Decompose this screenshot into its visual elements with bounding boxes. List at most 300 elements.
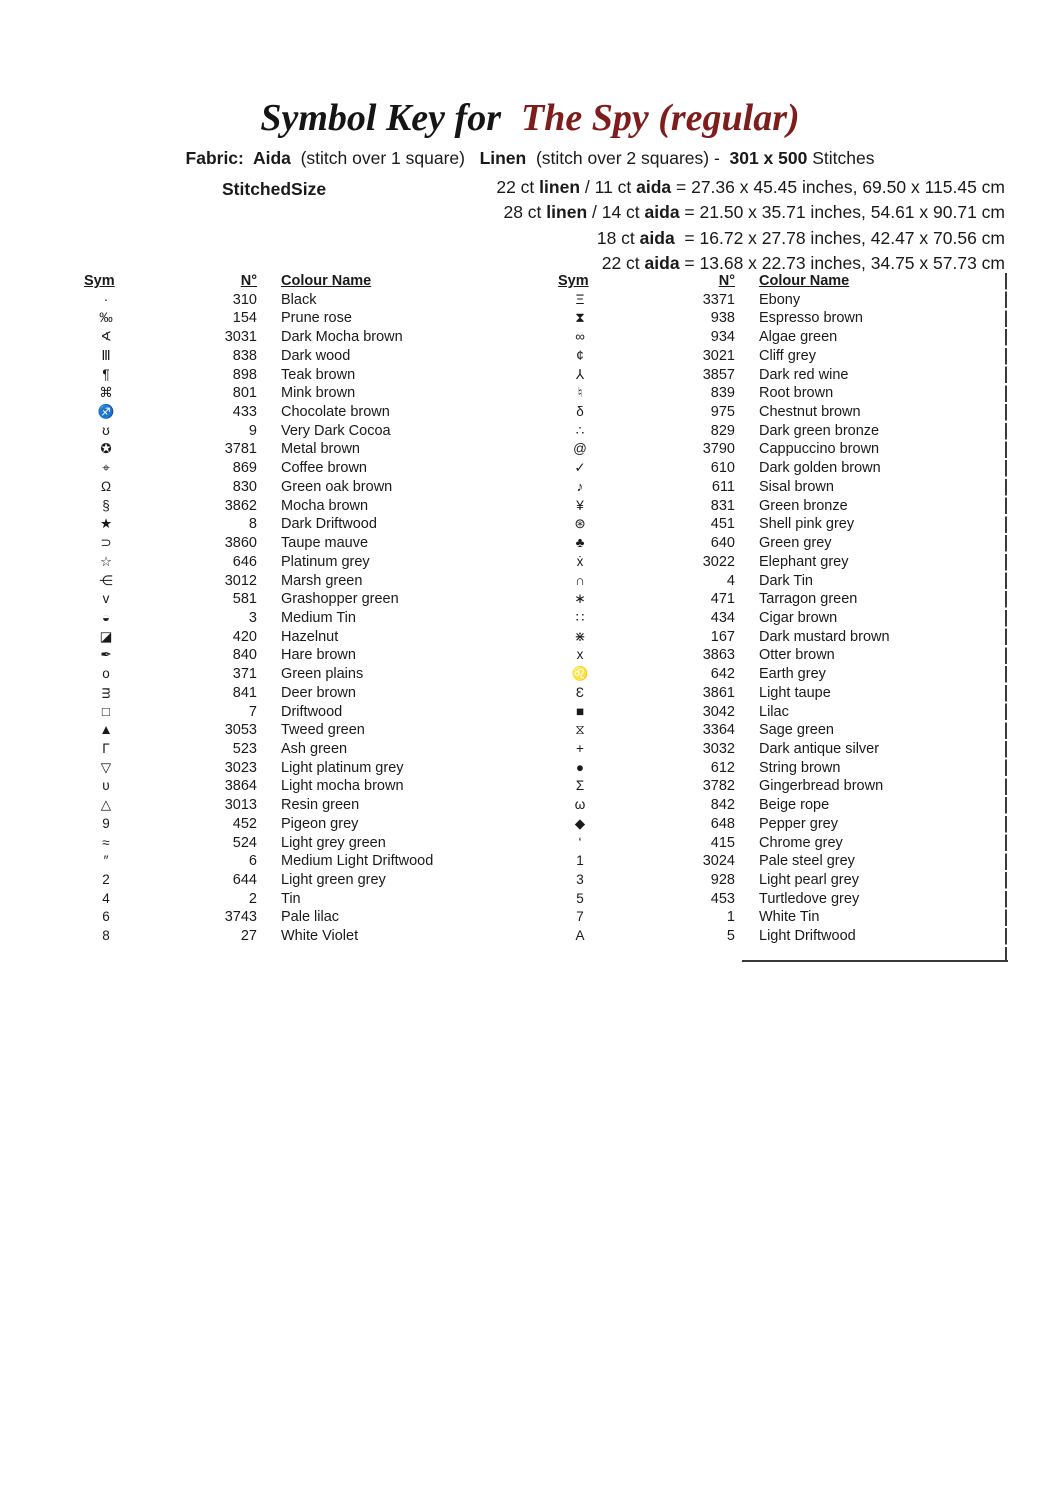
text-segment: (stitch over 1 square) bbox=[290, 148, 480, 168]
number-cell: 3024 bbox=[702, 853, 735, 870]
number-cell: 869 bbox=[232, 460, 257, 477]
symbol-row bbox=[84, 927, 564, 946]
colour-name-cell: Gingerbread brown bbox=[759, 778, 884, 795]
colour-name-cell: Very Dark Cocoa bbox=[281, 422, 391, 439]
symbol-row bbox=[84, 403, 564, 422]
colour-name-cell: White Violet bbox=[281, 928, 359, 945]
symbol-row bbox=[84, 440, 564, 459]
colour-name-cell: Black bbox=[281, 291, 317, 308]
bold-text-segment: 301 x 500 bbox=[729, 148, 808, 168]
stitched-size-line bbox=[496, 175, 1005, 200]
colour-name-cell: Shell pink grey bbox=[759, 516, 855, 533]
colour-name-cell: Dark antique silver bbox=[759, 740, 880, 757]
colour-name-cell: Elephant grey bbox=[759, 553, 849, 570]
symbol-row bbox=[84, 740, 564, 759]
symbol-cell: 6 bbox=[102, 909, 110, 925]
number-cell: 841 bbox=[232, 684, 257, 701]
symbol-row bbox=[558, 590, 1007, 609]
symbol-cell: ᴜ bbox=[102, 778, 110, 794]
number-cell: 3053 bbox=[224, 722, 257, 739]
symbol-cell: ▲ bbox=[99, 722, 113, 738]
symbol-row bbox=[558, 796, 1007, 815]
colour-name-cell: Lilac bbox=[759, 703, 789, 720]
number-cell: 934 bbox=[710, 329, 735, 346]
symbol-row bbox=[558, 478, 1007, 497]
colour-name-cell: Ash green bbox=[281, 740, 348, 757]
number-cell: 3364 bbox=[702, 722, 735, 739]
number-cell: 646 bbox=[232, 553, 257, 570]
colour-name-cell: Coffee brown bbox=[281, 460, 367, 477]
column-header-colour-name: Colour Name bbox=[759, 273, 850, 289]
symbol-cell: ◆ bbox=[574, 815, 586, 831]
symbol-row bbox=[558, 852, 1007, 871]
colour-name-cell: Metal brown bbox=[281, 441, 360, 458]
colour-name-cell: Cigar brown bbox=[759, 609, 838, 626]
symbol-row bbox=[558, 703, 1007, 722]
symbol-row bbox=[84, 609, 564, 628]
symbol-row bbox=[84, 703, 564, 722]
number-cell: 3031 bbox=[224, 329, 257, 346]
symbol-row bbox=[558, 403, 1007, 422]
stitched-size-line bbox=[496, 200, 1005, 225]
symbol-cell: ≈ bbox=[102, 834, 110, 850]
symbol-row bbox=[558, 815, 1007, 834]
symbol-cell: △ bbox=[100, 797, 112, 813]
colour-name-cell: Root brown bbox=[759, 385, 834, 402]
number-cell: 451 bbox=[710, 516, 735, 533]
colour-name-cell: Chocolate brown bbox=[281, 404, 390, 421]
symbol-cell: Γ bbox=[102, 740, 110, 756]
number-cell: 3862 bbox=[224, 497, 257, 514]
number-cell: 839 bbox=[710, 385, 735, 402]
colour-name-cell: Tarragon green bbox=[759, 591, 858, 608]
symbol-cell: ¶ bbox=[102, 366, 110, 382]
symbol-row bbox=[558, 665, 1007, 684]
symbol-row bbox=[558, 515, 1007, 534]
symbol-cell: ◪ bbox=[99, 628, 113, 644]
number-cell: 640 bbox=[710, 535, 735, 552]
text-segment: Stitches bbox=[807, 148, 875, 168]
symbol-cell: Σ bbox=[575, 778, 585, 794]
bold-text-segment: aida bbox=[639, 227, 675, 248]
symbol-row bbox=[84, 572, 564, 591]
colour-name-cell: Otter brown bbox=[759, 647, 835, 664]
symbol-cell: ∷ bbox=[575, 609, 585, 625]
colour-name-cell: Driftwood bbox=[281, 703, 343, 720]
symbol-row bbox=[84, 384, 564, 403]
number-cell: 6 bbox=[248, 853, 257, 870]
symbol-row bbox=[84, 628, 564, 647]
number-cell: 434 bbox=[710, 609, 735, 626]
colour-name-cell: Sage green bbox=[759, 722, 834, 739]
symbol-cell: ♣ bbox=[575, 535, 585, 551]
colour-name-cell: Sisal brown bbox=[759, 478, 834, 495]
symbol-cell: Ⅲ bbox=[101, 347, 111, 363]
symbol-cell: ⌘ bbox=[99, 385, 113, 401]
colour-name-cell: Dark Mocha brown bbox=[281, 329, 403, 346]
title-prefix: Symbol Key for bbox=[260, 97, 501, 139]
colour-name-cell: Grashopper green bbox=[281, 591, 399, 608]
symbol-row bbox=[84, 497, 564, 516]
symbol-cell: ♐ bbox=[97, 404, 115, 420]
symbol-row bbox=[84, 328, 564, 347]
number-cell: 420 bbox=[232, 628, 257, 645]
symbol-row bbox=[558, 777, 1007, 796]
symbol-cell: 2 bbox=[102, 872, 110, 887]
symbol-row bbox=[558, 384, 1007, 403]
symbol-row bbox=[84, 759, 564, 778]
symbol-row bbox=[558, 609, 1007, 628]
number-cell: 3012 bbox=[224, 572, 257, 589]
symbol-cell: ✒ bbox=[100, 647, 112, 663]
number-cell: 611 bbox=[711, 478, 735, 495]
symbol-row bbox=[84, 908, 564, 927]
symbol-row bbox=[558, 309, 1007, 328]
number-cell: 3022 bbox=[702, 553, 735, 570]
symbol-row bbox=[84, 347, 564, 366]
symbol-cell: ∩ bbox=[575, 572, 585, 588]
colour-name-cell: White Tin bbox=[759, 909, 820, 926]
symbol-row bbox=[558, 534, 1007, 553]
colour-name-cell: Dark wood bbox=[281, 347, 351, 364]
colour-name-cell: Espresso brown bbox=[759, 310, 863, 327]
number-cell: 3782 bbox=[702, 778, 735, 795]
number-cell: 1 bbox=[726, 909, 735, 926]
number-cell: 5 bbox=[726, 928, 735, 945]
number-cell: 830 bbox=[232, 478, 257, 495]
symbol-cell: ✓ bbox=[574, 460, 586, 476]
table-header-row bbox=[558, 272, 1007, 291]
symbol-row bbox=[558, 684, 1007, 703]
symbol-row bbox=[558, 740, 1007, 759]
colour-name-cell: Tweed green bbox=[281, 722, 365, 739]
colour-name-cell: Light mocha brown bbox=[281, 778, 404, 795]
symbol-cell: Ω bbox=[100, 478, 112, 494]
number-cell: 831 bbox=[710, 497, 735, 514]
colour-name-cell: Green plains bbox=[281, 666, 364, 683]
colour-name-cell: Tin bbox=[281, 890, 301, 907]
symbol-row bbox=[558, 553, 1007, 572]
number-cell: 642 bbox=[710, 666, 735, 683]
number-cell: 842 bbox=[710, 797, 735, 814]
number-cell: 453 bbox=[710, 890, 735, 907]
symbol-cell: ∢ bbox=[100, 329, 112, 345]
number-cell: 838 bbox=[232, 347, 257, 364]
colour-name-cell: Cliff grey bbox=[759, 347, 816, 364]
number-cell: 610 bbox=[710, 460, 735, 477]
symbol-row bbox=[84, 646, 564, 665]
column-header-sym: Sym bbox=[558, 273, 589, 289]
symbol-row bbox=[558, 440, 1007, 459]
symbol-cell: Ξ bbox=[575, 291, 585, 307]
number-cell: 975 bbox=[710, 404, 735, 421]
symbol-cell: ✪ bbox=[100, 441, 112, 457]
symbol-cell: ⧖ bbox=[575, 722, 585, 738]
symbol-row bbox=[84, 366, 564, 385]
text-segment: / 11 ct bbox=[580, 177, 637, 197]
stitched-size-lines bbox=[496, 175, 1005, 276]
symbol-cell: A bbox=[575, 928, 585, 944]
number-cell: 3860 bbox=[224, 535, 257, 552]
symbol-row bbox=[84, 871, 564, 890]
bold-text-segment: Linen bbox=[479, 148, 527, 168]
number-cell: 3371 bbox=[702, 291, 735, 308]
colour-name-cell: Medium Light Driftwood bbox=[281, 853, 434, 870]
symbol-row bbox=[84, 534, 564, 553]
symbol-cell: ⊃ bbox=[100, 535, 112, 551]
symbol-cell: ⅄ bbox=[575, 366, 585, 382]
bold-text-segment: linen bbox=[546, 202, 588, 223]
colour-name-cell: Deer brown bbox=[281, 684, 356, 701]
number-cell: 3781 bbox=[224, 441, 257, 458]
symbol-cell: ⧗ bbox=[575, 310, 585, 326]
colour-name-cell: Light Driftwood bbox=[759, 928, 856, 945]
column-header-colour-name: Colour Name bbox=[281, 273, 372, 289]
text-segment: 22 ct bbox=[496, 177, 540, 197]
colour-name-cell: Beige rope bbox=[759, 797, 830, 814]
symbol-row bbox=[558, 927, 1007, 946]
colour-name-cell: Platinum grey bbox=[281, 553, 370, 570]
symbol-cell: 9 bbox=[102, 815, 110, 831]
table-bottom-border bbox=[742, 960, 1008, 962]
colour-name-cell: Turtledove grey bbox=[759, 890, 860, 907]
symbol-row bbox=[84, 553, 564, 572]
number-cell: 524 bbox=[232, 834, 257, 851]
number-cell: 3032 bbox=[702, 740, 735, 757]
text-segment: = 13.68 x 22.73 inches, 34.75 x 57.73 cm bbox=[679, 252, 1005, 273]
number-cell: 898 bbox=[232, 366, 257, 383]
text-segment: = 16.72 x 27.78 inches, 42.47 x 70.56 cm bbox=[674, 227, 1005, 248]
number-cell: 801 bbox=[232, 385, 257, 402]
number-cell: 840 bbox=[232, 647, 257, 664]
number-cell: 829 bbox=[710, 422, 735, 439]
colour-name-cell: Green bronze bbox=[759, 497, 848, 514]
symbol-row bbox=[84, 291, 564, 310]
text-segment: / 14 ct bbox=[587, 202, 645, 223]
symbol-cell: ⊛ bbox=[574, 516, 586, 532]
colour-name-cell: Teak brown bbox=[281, 366, 356, 383]
colour-name-cell: Hare brown bbox=[281, 647, 356, 664]
column-header-number: N° bbox=[718, 273, 735, 289]
symbol-row bbox=[84, 834, 564, 853]
number-cell: 523 bbox=[232, 740, 257, 757]
text-segment: = 27.36 x 45.45 inches, 69.50 x 115.45 cm bbox=[671, 177, 1005, 197]
column-header-sym: Sym bbox=[84, 273, 115, 289]
colour-name-cell: Algae green bbox=[759, 329, 838, 346]
symbol-cell: ♮ bbox=[577, 385, 583, 401]
symbol-cell: 8 bbox=[102, 928, 110, 944]
symbol-cell: ■ bbox=[575, 703, 585, 719]
symbol-row bbox=[558, 834, 1007, 853]
text-segment: 22 ct bbox=[601, 252, 645, 273]
symbol-row bbox=[84, 721, 564, 740]
symbol-table-right bbox=[558, 272, 1007, 946]
symbol-row bbox=[558, 328, 1007, 347]
symbol-cell: ᴟ bbox=[101, 684, 111, 700]
symbol-cell: o bbox=[102, 666, 110, 682]
symbol-cell: · bbox=[103, 291, 109, 307]
number-cell: 154 bbox=[232, 310, 257, 327]
text-segment: 18 ct bbox=[596, 227, 640, 248]
colour-name-cell: Marsh green bbox=[281, 572, 363, 589]
colour-name-cell: Hazelnut bbox=[281, 628, 339, 645]
symbol-cell: 4 bbox=[102, 890, 110, 906]
number-cell: 2 bbox=[248, 890, 257, 907]
number-cell: 3790 bbox=[702, 441, 735, 458]
symbol-cell: ẋ bbox=[576, 553, 584, 569]
symbol-table-left bbox=[84, 272, 564, 946]
symbol-cell: ♌ bbox=[571, 666, 589, 682]
symbol-row bbox=[558, 721, 1007, 740]
colour-name-cell: Light platinum grey bbox=[281, 759, 404, 776]
symbol-cell: ¥ bbox=[576, 497, 584, 513]
fabric-line bbox=[0, 148, 1060, 169]
symbol-cell: v bbox=[102, 591, 110, 607]
symbol-cell: ◒ bbox=[101, 609, 111, 625]
bold-text-segment: Aida bbox=[252, 148, 291, 168]
symbol-cell: § bbox=[102, 497, 110, 513]
symbol-row bbox=[84, 777, 564, 796]
symbol-row bbox=[558, 497, 1007, 516]
symbol-cell: ∗ bbox=[574, 591, 586, 607]
symbol-row bbox=[558, 366, 1007, 385]
number-cell: 3743 bbox=[224, 909, 257, 926]
symbol-row bbox=[84, 665, 564, 684]
symbol-row bbox=[84, 796, 564, 815]
colour-name-cell: Light taupe bbox=[759, 684, 831, 701]
number-cell: 27 bbox=[240, 928, 257, 945]
text-segment: = 21.50 x 35.71 inches, 54.61 x 90.71 cm bbox=[679, 202, 1005, 223]
symbol-cell: ¢ bbox=[576, 347, 584, 363]
symbol-cell: ▽ bbox=[100, 759, 112, 775]
symbol-row bbox=[558, 572, 1007, 591]
symbol-cell: ∴ bbox=[575, 422, 585, 438]
symbol-row bbox=[84, 478, 564, 497]
number-cell: 9 bbox=[248, 422, 257, 439]
colour-name-cell: Dark golden brown bbox=[759, 460, 881, 477]
title-pattern-name: The Spy (regular) bbox=[520, 97, 800, 139]
stitched-size-label: StitchedSize bbox=[222, 179, 327, 199]
page-title bbox=[0, 96, 1060, 140]
number-cell: 3013 bbox=[224, 797, 257, 814]
number-cell: 7 bbox=[248, 703, 257, 720]
column-header-number: N° bbox=[240, 273, 257, 289]
symbol-cell: 3 bbox=[576, 872, 584, 887]
bold-text-segment: aida bbox=[644, 252, 680, 273]
text-segment: 28 ct bbox=[503, 202, 547, 223]
number-cell: 612 bbox=[710, 759, 735, 776]
colour-name-cell: Medium Tin bbox=[281, 609, 356, 626]
number-cell: 471 bbox=[710, 591, 735, 608]
number-cell: 3021 bbox=[702, 347, 735, 364]
symbol-cell: ● bbox=[575, 759, 585, 775]
number-cell: 4 bbox=[726, 572, 735, 589]
symbol-cell: + bbox=[576, 740, 584, 756]
colour-name-cell: Earth grey bbox=[759, 666, 826, 683]
symbol-row bbox=[84, 422, 564, 441]
colour-name-cell: Chestnut brown bbox=[759, 404, 861, 421]
symbol-row bbox=[84, 890, 564, 909]
number-cell: 167 bbox=[710, 628, 735, 645]
colour-name-cell: Dark green bronze bbox=[759, 422, 880, 439]
number-cell: 3861 bbox=[702, 684, 735, 701]
colour-name-cell: Green oak brown bbox=[281, 478, 393, 495]
symbol-cell: ʊ bbox=[102, 422, 110, 438]
symbol-cell: 1 bbox=[576, 853, 584, 869]
number-cell: 3023 bbox=[224, 759, 257, 776]
symbol-cell: ‘ bbox=[578, 834, 582, 850]
colour-name-cell: Light grey green bbox=[281, 834, 386, 851]
symbol-cell: ∞ bbox=[575, 329, 585, 345]
stitched-size-line bbox=[496, 226, 1005, 251]
symbol-cell: x bbox=[576, 647, 584, 663]
colour-name-cell: Dark Driftwood bbox=[281, 516, 377, 533]
symbol-row bbox=[84, 852, 564, 871]
symbol-row bbox=[84, 515, 564, 534]
symbol-cell: □ bbox=[101, 703, 111, 719]
number-cell: 8 bbox=[248, 516, 257, 533]
colour-name-cell: Light pearl grey bbox=[759, 872, 859, 888]
bold-text-segment: Fabric: bbox=[185, 148, 253, 168]
symbol-cell: ★ bbox=[99, 516, 113, 532]
symbol-cell: ‰ bbox=[99, 310, 113, 326]
bold-text-segment: linen bbox=[539, 177, 581, 197]
symbol-row bbox=[558, 646, 1007, 665]
symbol-cell: δ bbox=[576, 404, 584, 420]
number-cell: 452 bbox=[232, 815, 257, 832]
symbol-cell: ♪ bbox=[576, 478, 584, 494]
number-cell: 415 bbox=[710, 834, 735, 851]
number-cell: 938 bbox=[710, 310, 735, 327]
number-cell: 3863 bbox=[702, 647, 735, 664]
colour-name-cell: Pale steel grey bbox=[759, 853, 855, 870]
symbol-cell: Ɛ bbox=[575, 684, 585, 700]
symbol-row bbox=[84, 684, 564, 703]
colour-name-cell: Resin green bbox=[281, 797, 360, 814]
colour-name-cell: Prune rose bbox=[281, 310, 352, 327]
symbol-row bbox=[558, 422, 1007, 441]
symbol-row bbox=[558, 628, 1007, 647]
symbol-row bbox=[84, 815, 564, 834]
table-header-row bbox=[84, 272, 564, 291]
colour-name-cell: Pepper grey bbox=[759, 815, 838, 832]
symbol-row bbox=[558, 291, 1007, 310]
symbol-row bbox=[558, 908, 1007, 927]
symbol-row bbox=[84, 309, 564, 328]
colour-name-cell: Dark red wine bbox=[759, 366, 849, 383]
colour-name-cell: Pale lilac bbox=[281, 909, 340, 926]
number-cell: 3042 bbox=[702, 703, 735, 720]
symbol-cell: 5 bbox=[576, 890, 584, 906]
number-cell: 371 bbox=[232, 666, 257, 683]
symbol-cell: ″ bbox=[103, 853, 109, 869]
symbol-row bbox=[558, 890, 1007, 909]
colour-name-cell: Cappuccino brown bbox=[759, 441, 880, 458]
colour-name-cell: Dark Tin bbox=[759, 572, 813, 589]
symbol-row bbox=[84, 459, 564, 478]
colour-name-cell: Light green grey bbox=[281, 872, 386, 888]
symbol-cell: ⋇ bbox=[574, 628, 586, 644]
colour-name-cell: Ebony bbox=[759, 291, 801, 308]
number-cell: 3857 bbox=[702, 366, 735, 383]
colour-name-cell: Green grey bbox=[759, 535, 832, 552]
colour-name-cell: Pigeon grey bbox=[281, 815, 359, 832]
colour-name-cell: Mocha brown bbox=[281, 497, 369, 514]
symbol-cell: @ bbox=[573, 441, 587, 457]
table-right-border bbox=[1005, 273, 1007, 961]
symbol-cell: 7 bbox=[576, 909, 584, 925]
bold-text-segment: aida bbox=[636, 177, 672, 197]
